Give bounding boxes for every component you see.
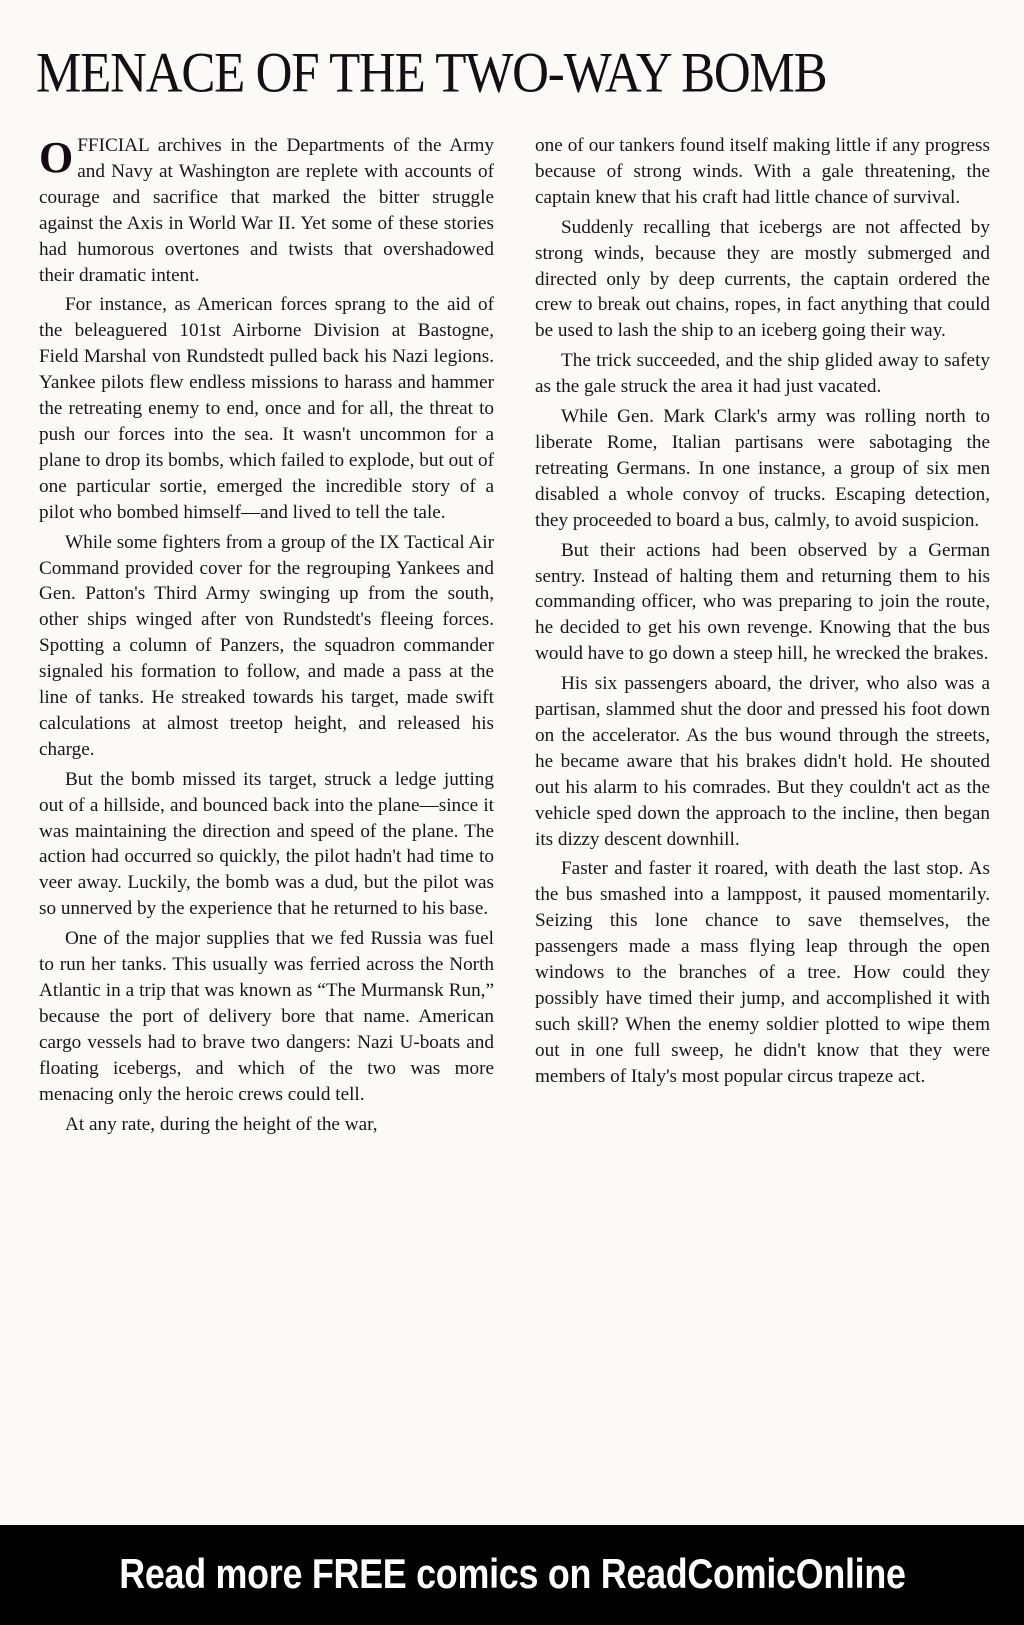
promo-banner[interactable] xyxy=(0,1525,1024,1625)
left-column xyxy=(39,133,494,1141)
paragraph-7: Suddenly recalling that icebergs are not affected by strong winds, because they are mostly submerged and directed only by deep currents, the captain ordered the crew to break out chains, ropes, in fact anything that could be used to lash the ship to an iceberg going their way. xyxy=(535,216,990,342)
article-title: MENACE OF THE TWO-WAY BOMB xyxy=(36,42,827,105)
paragraph-3: While some fighters from a group of the IX Tactical Air Command provided cover for the regrouping Yankees and Gen. Patton's Third Army swinging up from the south, other ships winged after von Rundstedt's fleeing forces. Spotting a column of Panzers, the squadron commander signaled his formation to follow, and made a pass at the line of tanks. He streaked towards his target, made swift calculations at almost treetop height, and released his charge. xyxy=(39,531,494,760)
paragraph-1 xyxy=(39,133,494,288)
paragraph-1-text: FFICIAL archives in the Departments of the Army and Navy at Washington are replete with accounts of courage and sacrifice that marked the bitter struggle against the Axis in World War II. Yet some of these stories had humorous overtones and twists that overshadowed their dramatic intent. xyxy=(39,135,494,286)
drop-cap: O xyxy=(39,133,74,182)
paragraph-5: One of the major supplies that we fed Russia was fuel to run her tanks. This usually was ferried across the North Atlantic in a trip that was known as “The Murmansk Run,” because the port of delivery bore that name. American cargo vessels had to brave two dangers: Nazi U-boats and floating icebergs, and which of the two was more menacing only the heroic crews could tell. xyxy=(39,928,494,1105)
paragraph-2: For instance, as American forces sprang to the aid of the beleaguered 101st Airborne Division at Bastogne, Field Marshal von Rundstedt pulled back his Nazi legions. Yankee pilots flew endless missions to harass and hammer the retreating enemy to end, once and for all, the threat to push our forces into the sea. It wasn't uncommon for a plane to drop its bombs, which failed to explode, but out of one particular sortie, emerged the incredible story of a pilot who bombed himself—and lived to tell the tale. xyxy=(39,294,494,523)
paragraph-9: While Gen. Mark Clark's army was rolling north to liberate Rome, Italian partisans were sabotaging the retreating Germans. In one instance, a group of six men disabled a whole convoy of trucks. Escaping detection, they proceeded to board a bus, calmly, to avoid suspicion. xyxy=(535,406,990,531)
paragraph-8: The trick succeeded, and the ship glided away to safety as the gale struck the area it had just vacated. xyxy=(535,350,990,398)
paragraph-4: But the bomb missed its target, struck a ledge jutting out of a hillside, and bounced back into the plane—since it was maintaining the direction and speed of the plane. The action had occurred so quickly, the pilot hadn't had time to veer away. Luckily, the bomb was a dud, but the pilot was so unnerved by the experience that he returned to his base. xyxy=(39,768,494,920)
paragraph-6: At any rate, during the height of the war, xyxy=(65,1113,378,1135)
paragraph-12: Faster and faster it roared, with death the last stop. As the bus smashed into a lamppost, it paused momentarily. Seizing this lone chance to save themselves, the passengers made a mass flying leap through the open windows to the branches of a tree. How could they possibly have timed their jump, and accomplished it with such skill? When the enemy soldier plotted to wipe them out in one full sweep, he didn't know that they were members of Italy's most popular circus trapeze act. xyxy=(535,858,990,1087)
paragraph-6-continued: one of our tankers found itself making little if any progress because of strong winds. With a gale threatening, the captain knew that his craft had little chance of survival. xyxy=(535,135,990,208)
promo-banner-text[interactable]: Read more FREE comics on ReadComicOnline xyxy=(118,1551,906,1598)
paragraph-10: But their actions had been observed by a German sentry. Instead of halting them and returning them to his commanding officer, who was preparing to join the route, he decided to get his own revenge. Knowing that the bus would have to go down a steep hill, he wrecked the brakes. xyxy=(535,539,990,665)
paragraph-11: His six passengers aboard, the driver, who also was a partisan, slammed shut the door and pressed his foot down on the accelerator. As the bus wound through the streets, he became aware that his brakes didn't hold. He shouted out his alarm to his comrades. But they couldn't act as the vehicle sped down the approach to the incline, then began its dizzy descent downhill. xyxy=(535,673,990,850)
right-column xyxy=(535,133,990,1094)
